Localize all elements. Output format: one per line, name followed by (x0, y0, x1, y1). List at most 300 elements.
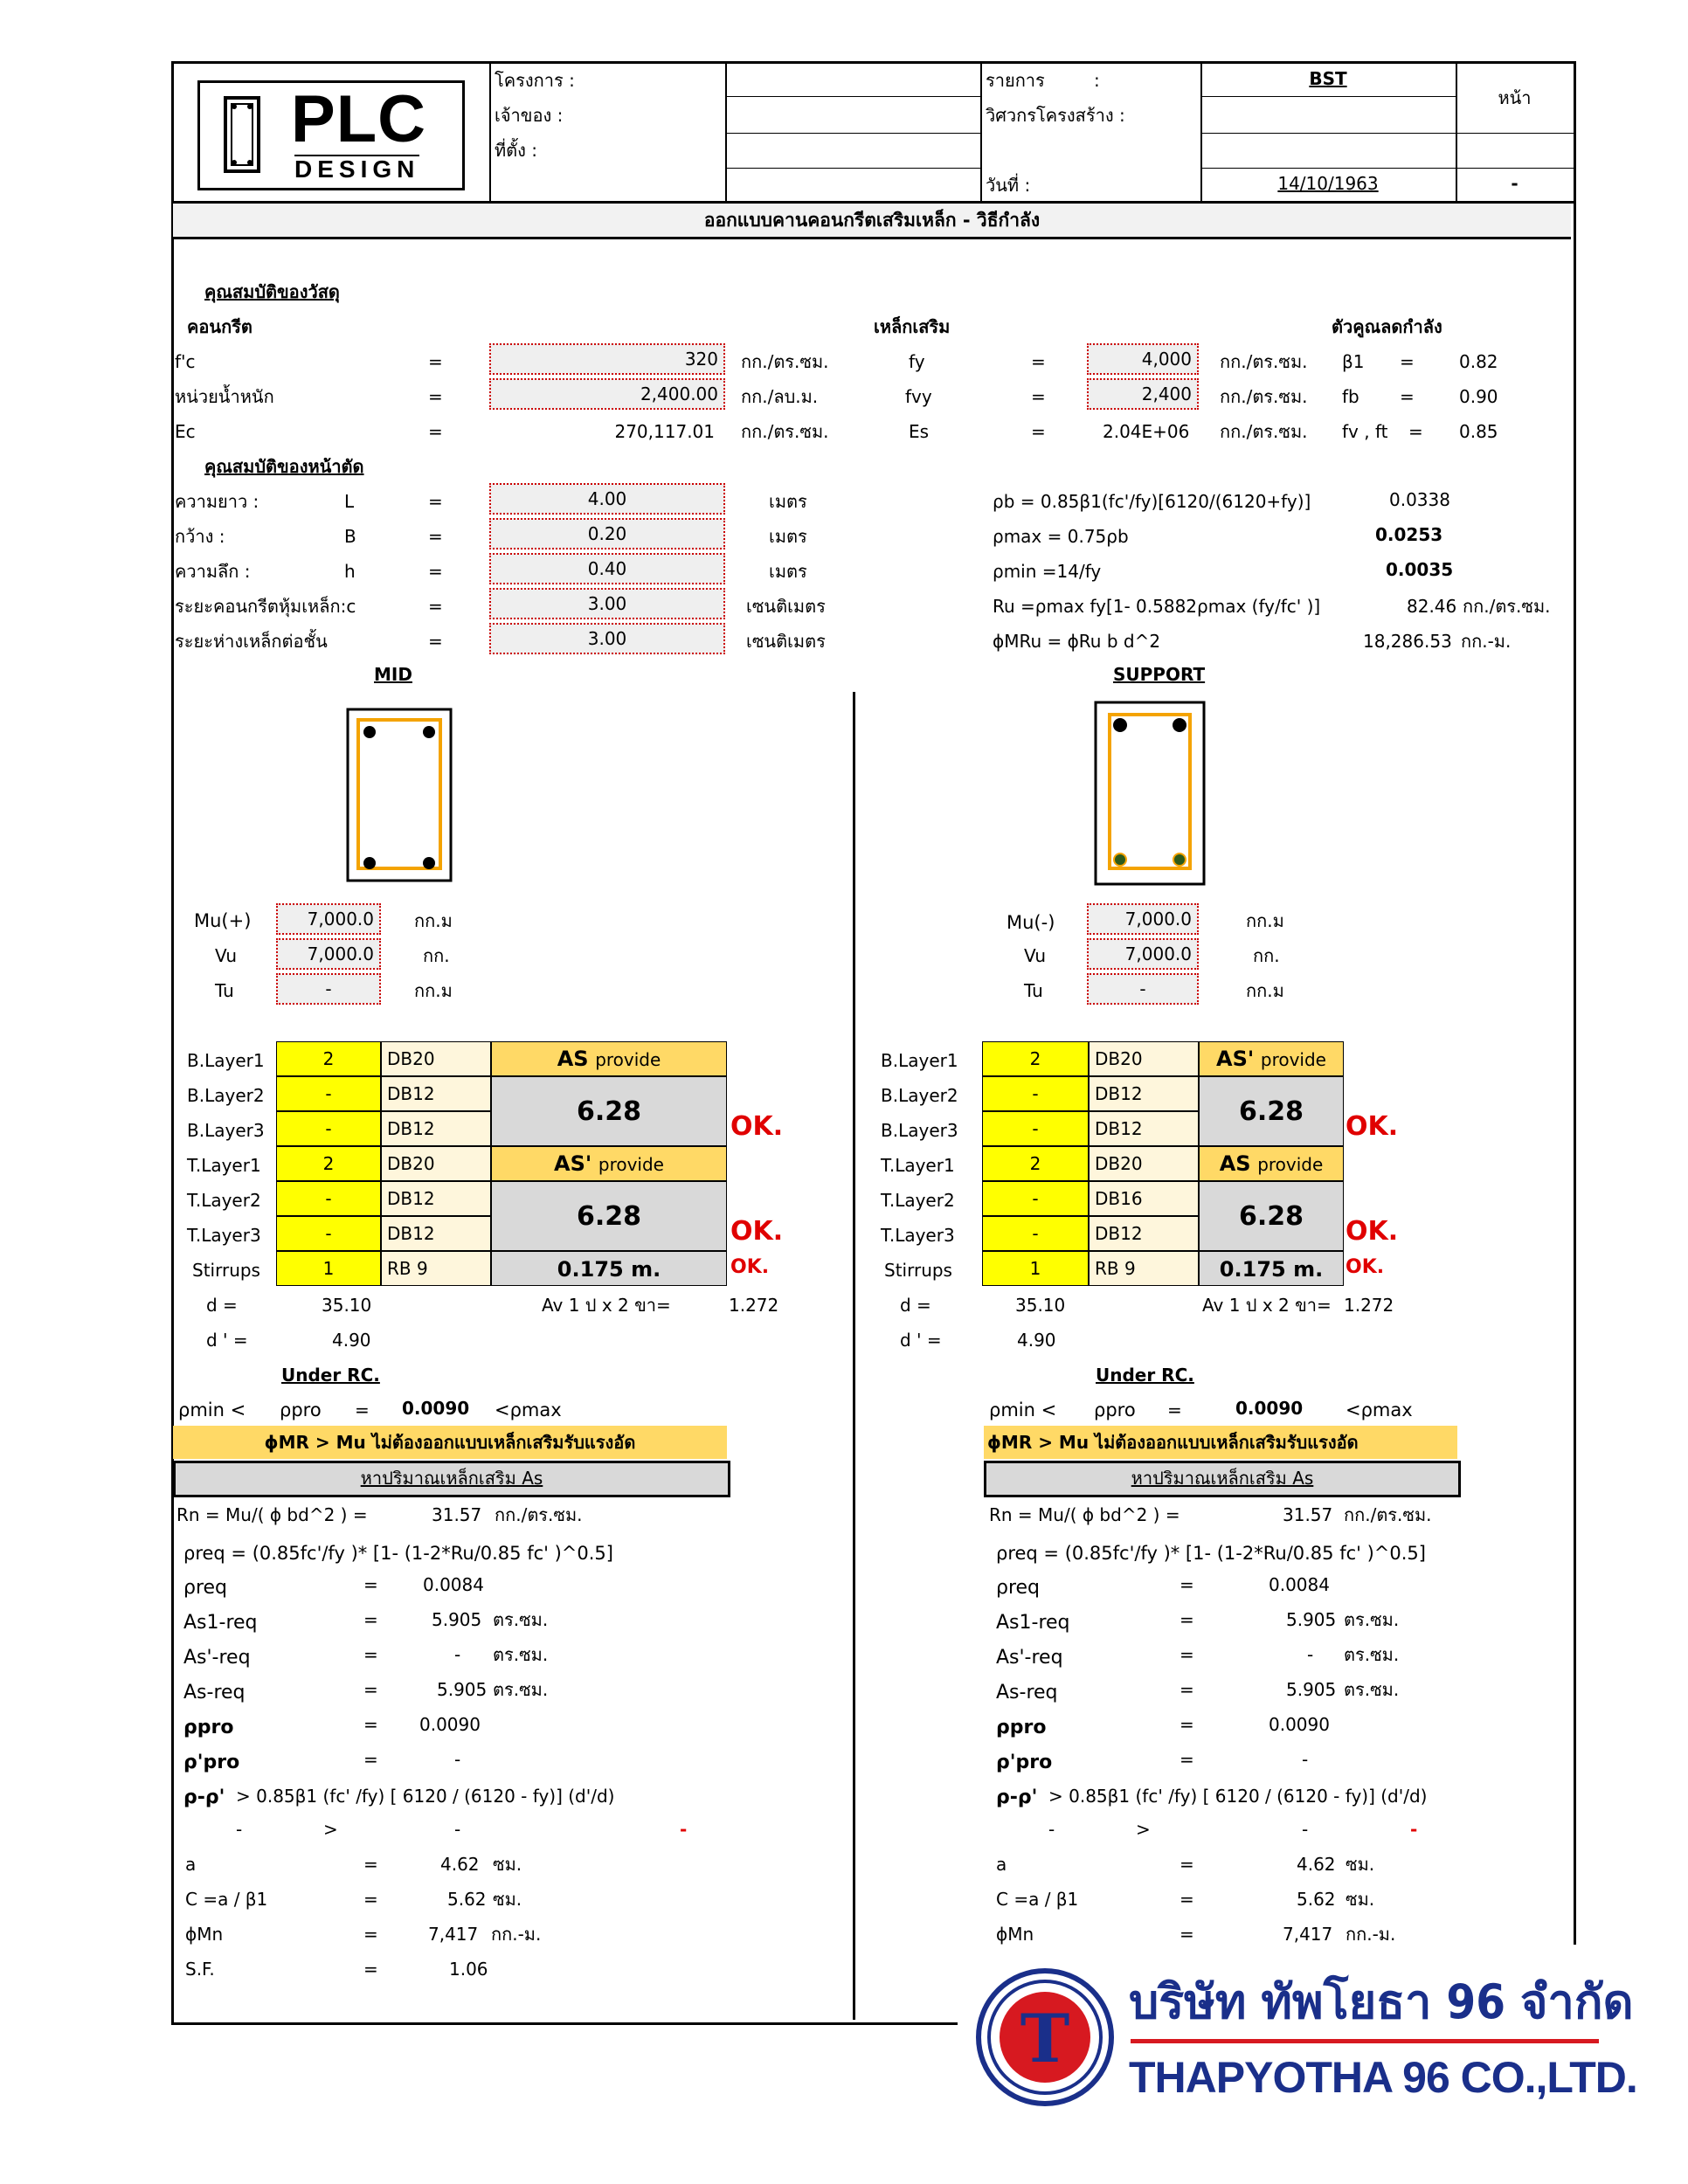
engineer-label: วิศวกรโครงสร้าง : (986, 105, 1125, 126)
calc-value: 5.905 (1286, 1609, 1337, 1630)
d-label: d = (206, 1295, 238, 1316)
length-input[interactable] (489, 483, 725, 515)
company-divider (1131, 2039, 1599, 2043)
rn-unit: กก./ตร.ซม. (1344, 1504, 1432, 1525)
concrete-heading: คอนกรีต (187, 316, 253, 337)
check-formula: > 0.85β1 (fc' /fy) [ 6120 / (6120 - fy)] (d'/d) (236, 1786, 615, 1807)
bar-size: DB12 (387, 1223, 435, 1244)
equals-sign: = (1180, 1924, 1194, 1945)
as-label: AS (1219, 1151, 1251, 1176)
rho-min-compare: ρmin < (989, 1400, 1057, 1420)
rho-min-compare: ρmin < (178, 1400, 246, 1420)
equals-sign: = (1180, 1574, 1194, 1595)
final-unit: กก.-ม. (491, 1924, 542, 1945)
ok-status: OK. (1346, 1216, 1399, 1247)
layer-count-input[interactable] (982, 1076, 1089, 1111)
rn-value: 31.57 (1283, 1504, 1333, 1525)
item-label: รายการ (986, 70, 1045, 91)
final-label: ϕMn (185, 1924, 224, 1945)
equals-sign: = (363, 1889, 378, 1910)
check-value: - (236, 1819, 243, 1840)
bar-size: DB12 (1095, 1083, 1143, 1104)
stirrup-label: Stirrups (884, 1260, 952, 1281)
ok-status: OK. (1346, 1256, 1385, 1278)
equals-sign: = (363, 1679, 378, 1700)
calc-label: ρpro (996, 1717, 1047, 1738)
find-as-text: หาปริมาณเหล็กเสริม As (1131, 1468, 1314, 1489)
layer-count-input[interactable] (982, 1041, 1089, 1076)
ec-value: 270,117.01 (614, 421, 715, 442)
bar-size-select[interactable] (1089, 1076, 1199, 1111)
calc-label: As'-req (996, 1647, 1063, 1669)
layer-count-input[interactable] (276, 1111, 381, 1146)
rn-unit: กก./ตร.ซม. (495, 1504, 583, 1525)
av-label: Av 1 ป x 2 ขา= (1202, 1295, 1332, 1316)
layer-count: - (1032, 1118, 1039, 1139)
vu-label: Vu (1024, 945, 1046, 966)
final-unit: ซม. (1346, 1854, 1375, 1875)
layer-count-input[interactable] (982, 1181, 1089, 1216)
layer-count: - (1032, 1083, 1039, 1104)
vu-input[interactable] (1087, 938, 1199, 970)
layer-count: - (325, 1188, 332, 1209)
rho-pro-value: 0.0090 (1235, 1398, 1304, 1419)
fvy-label: fvy (905, 386, 932, 407)
mu-unit: กก.ม (1246, 910, 1284, 931)
calc-value: - (454, 1644, 461, 1665)
calc-value: 5.905 (1286, 1679, 1337, 1700)
phimr-banner (173, 1426, 727, 1459)
layer-count-input[interactable] (982, 1146, 1089, 1181)
tu-unit: กก.ม (414, 980, 453, 1001)
d-prime-value: 4.90 (1017, 1330, 1056, 1351)
layer-count-input[interactable] (276, 1076, 381, 1111)
layer-label: B.Layer1 (187, 1050, 265, 1071)
as-prime-provide-value (491, 1181, 727, 1251)
bar-size: DB12 (1095, 1118, 1143, 1139)
final-value: 5.62 (1297, 1889, 1336, 1910)
rho-req-formula: ρreq = (0.85fc'/fy )* [1- (1-2*Ru/0.85 fc' )^0.5] (183, 1543, 613, 1564)
final-label: a (185, 1854, 197, 1875)
equals-sign: = (1180, 1609, 1194, 1630)
layer-count: - (325, 1223, 332, 1244)
ok-status: OK. (730, 1111, 784, 1142)
layer-spacing-label: ระยะห่างเหล็กต่อชั้น (175, 631, 328, 652)
stirrup-size: RB 9 (1095, 1258, 1136, 1279)
phi-mru-value: 18,286.53 (1363, 631, 1452, 652)
stirrup-size: RB 9 (387, 1258, 428, 1279)
tu-label: Tu (215, 980, 234, 1001)
length-label: ความยาว : (175, 491, 259, 512)
materials-heading: คุณสมบัติของวัสดุ (204, 281, 340, 302)
unit-weight-input[interactable] (489, 378, 725, 410)
final-unit: ซม. (1346, 1889, 1375, 1910)
as-prime-provide-value (1199, 1076, 1344, 1146)
as-prime-provide-header (491, 1146, 727, 1181)
under-rc-label: Under RC. (281, 1365, 380, 1386)
rho-pro-value: 0.0090 (402, 1398, 470, 1419)
vu-input[interactable] (276, 938, 381, 970)
final-unit: ซม. (493, 1889, 522, 1910)
equals-sign: = (1167, 1400, 1182, 1420)
width-input[interactable] (489, 518, 725, 549)
equals-sign: = (1180, 1889, 1194, 1910)
tu-value: - (325, 978, 332, 999)
calc-unit: ตร.ซม. (1344, 1644, 1400, 1665)
calc-value: 5.905 (437, 1679, 488, 1700)
mu-value: 7,000.0 (307, 909, 374, 930)
bar-size-select[interactable] (381, 1181, 491, 1216)
d-value: 35.10 (1015, 1295, 1066, 1316)
calc-label: ρ'pro (183, 1752, 240, 1773)
fc-input[interactable] (489, 343, 725, 375)
bar-size-select[interactable] (1089, 1111, 1199, 1146)
mu-input[interactable] (276, 903, 381, 935)
layer-count-input[interactable] (276, 1181, 381, 1216)
layer-count-input[interactable] (982, 1216, 1089, 1251)
es-value: 2.04E+06 (1103, 421, 1190, 442)
layer-count-input[interactable] (982, 1111, 1089, 1146)
width-symbol: B (344, 526, 356, 547)
company-name-english: THAPYOTHA 96 CO.,LTD. (1129, 2053, 1637, 2102)
stirrup-spacing-value: 0.175 m. (1219, 1257, 1324, 1282)
equals-sign: = (363, 1609, 378, 1630)
calc-label: As'-req (183, 1647, 251, 1669)
beta1-label: β1 (1342, 351, 1365, 372)
final-label: a (996, 1854, 1007, 1875)
check-result: - (680, 1819, 688, 1840)
beam-section-icon (223, 95, 261, 174)
provide-label: provide (595, 1049, 661, 1070)
calc-value: - (1302, 1749, 1309, 1770)
equals-sign: = (1400, 386, 1415, 407)
company-logo-icon (975, 1967, 1115, 2107)
equals-sign: = (428, 421, 443, 442)
bar-size-select[interactable] (381, 1216, 491, 1251)
equals-sign: = (363, 1959, 378, 1980)
bar-size: DB12 (387, 1083, 435, 1104)
bar-size: DB12 (387, 1118, 435, 1139)
stirrup-size-select[interactable] (1089, 1251, 1199, 1286)
tu-label: Tu (1024, 980, 1043, 1001)
tu-input[interactable] (276, 973, 381, 1005)
rho-pro-label: ρpro (280, 1400, 322, 1420)
bar-size: DB12 (387, 1188, 435, 1209)
ok-status: OK. (1346, 1111, 1399, 1142)
stirrup-count: 1 (1029, 1258, 1041, 1279)
layer-label: T.Layer3 (187, 1225, 261, 1246)
stirrup-label: Stirrups (192, 1260, 260, 1281)
layer-count: - (1032, 1223, 1039, 1244)
layer-label: B.Layer2 (187, 1085, 265, 1106)
layer-count: - (1032, 1188, 1039, 1209)
final-label: S.F. (185, 1959, 215, 1980)
vu-unit: กก. (423, 945, 450, 966)
rn-value: 31.57 (432, 1504, 482, 1525)
logo-subtext: DESIGN (294, 156, 420, 183)
fv-ft-value: 0.85 (1459, 421, 1498, 442)
calc-label: ρpro (183, 1717, 234, 1738)
equals-sign: = (1031, 421, 1046, 442)
es-label: Es (909, 421, 930, 442)
ec-unit: กก./ตร.ซม. (741, 421, 829, 442)
rho-b-value: 0.0338 (1389, 489, 1450, 510)
date-value: 14/10/1963 (1277, 173, 1379, 194)
equals-sign: = (428, 561, 443, 582)
bar-size-select[interactable] (1089, 1216, 1199, 1251)
final-unit: ซม. (493, 1854, 522, 1875)
layer-count: 2 (1029, 1153, 1041, 1174)
mid-heading: MID (374, 664, 412, 685)
ru-formula: Ru =ρmax fy[1- 0.5882ρmax (fy/fc' )] (993, 596, 1321, 617)
rho-min-formula: ρmin =14/fy (993, 561, 1102, 582)
item-value: BST (1309, 68, 1347, 89)
calc-unit: ตร.ซม. (1344, 1679, 1400, 1700)
calc-value: 0.0090 (1269, 1714, 1330, 1735)
layer-label: B.Layer3 (881, 1120, 958, 1141)
length-value: 4.00 (587, 488, 627, 509)
as-prime-label: AS' (1216, 1047, 1255, 1071)
fy-input[interactable] (1087, 343, 1199, 375)
width-value: 0.20 (587, 523, 627, 544)
stirrup-spacing-value: 0.175 m. (557, 1257, 661, 1282)
as-prime-value: 6.28 (576, 1201, 642, 1232)
check-operator: > (323, 1819, 338, 1840)
ok-status: OK. (730, 1216, 784, 1247)
bar-size-select[interactable] (381, 1076, 491, 1111)
equals-sign: = (428, 386, 443, 407)
factors-heading: ตัวคูณลดกำลัง (1332, 316, 1442, 337)
unit-weight-label: หน่วยน้ำหนัก (175, 386, 274, 407)
under-rc-label: Under RC. (1096, 1365, 1194, 1386)
calc-value: 0.0084 (423, 1574, 484, 1595)
rn-label: Rn = Mu/( ϕ bd^2 ) = (176, 1504, 368, 1525)
stirrup-size-select[interactable] (381, 1251, 491, 1286)
equals-sign: = (1031, 351, 1046, 372)
mu-unit: กก.ม (414, 910, 453, 931)
calc-value: 0.0090 (419, 1714, 481, 1735)
layer-label: B.Layer1 (881, 1050, 958, 1071)
logo-text: PLC (291, 82, 426, 156)
length-unit: เมตร (769, 491, 807, 512)
fvy-input[interactable] (1087, 378, 1199, 410)
check-result: - (1410, 1819, 1418, 1840)
fvy-unit: กก./ตร.ซม. (1220, 386, 1308, 407)
date-label: วันที่ : (986, 175, 1031, 196)
as-provide-header (1199, 1146, 1344, 1181)
check-value: - (454, 1819, 461, 1840)
fv-ft-label: fv , ft (1342, 421, 1388, 442)
owner-label: เจ้าของ : (495, 105, 564, 126)
support-heading: SUPPORT (1113, 664, 1206, 685)
layer-spacing-unit: เซนติเมตร (746, 631, 826, 652)
find-as-text: หาปริมาณเหล็กเสริม As (360, 1468, 543, 1489)
rho-max-value: 0.0253 (1375, 524, 1443, 545)
as-label: AS (557, 1047, 589, 1071)
mid-section-diagram (346, 708, 453, 882)
title-bar (173, 204, 1571, 239)
depth-label: ความลึก : (175, 561, 251, 582)
support-section-diagram (1094, 701, 1206, 886)
depth-value: 0.40 (587, 558, 627, 579)
layer-label: B.Layer3 (187, 1120, 265, 1141)
bar-size: DB20 (387, 1048, 435, 1069)
mu-input[interactable] (1087, 903, 1199, 935)
calc-label: ρreq (183, 1577, 228, 1599)
equals-sign: = (428, 351, 443, 372)
vu-value: 7,000.0 (1124, 943, 1192, 964)
depth-symbol: h (344, 561, 356, 582)
calc-unit: ตร.ซม. (493, 1609, 549, 1630)
plc-logo (197, 80, 465, 190)
layer-spacing-value: 3.00 (587, 628, 627, 649)
stirrup-count-input[interactable] (982, 1251, 1089, 1286)
equals-sign: = (1180, 1679, 1194, 1700)
bar-size-select[interactable] (381, 1041, 491, 1076)
final-value: 1.06 (449, 1959, 488, 1980)
bar-size-select[interactable] (1089, 1146, 1199, 1181)
layer-count: 2 (322, 1153, 335, 1174)
as-prime-value: 6.28 (1238, 1096, 1304, 1127)
layer-label: T.Layer1 (881, 1155, 955, 1176)
length-symbol: L (344, 491, 355, 512)
rho-max-compare: <ρmax (1346, 1400, 1413, 1420)
calc-label: ρ'pro (996, 1752, 1053, 1773)
rho-pro-label: ρpro (1094, 1400, 1136, 1420)
mu-label: Mu(-) (1007, 912, 1055, 933)
fc-label: f'c (175, 351, 196, 372)
bar-size-select[interactable] (381, 1111, 491, 1146)
rho-b-formula: ρb = 0.85β1(fc'/fy)[6120/(6120+fy)] (993, 491, 1311, 512)
unit-weight-value: 2,400.00 (640, 384, 718, 404)
check-formula: > 0.85β1 (fc' /fy) [ 6120 / (6120 - fy)] (d'/d) (1048, 1786, 1428, 1807)
find-as-banner (984, 1461, 1461, 1497)
check-label: ρ-ρ' (183, 1787, 225, 1808)
equals-sign: = (428, 526, 443, 547)
rho-max-compare: <ρmax (495, 1400, 562, 1420)
as-provide-value (491, 1076, 727, 1146)
bar-size-select[interactable] (1089, 1041, 1199, 1076)
cover-value: 3.00 (587, 593, 627, 614)
company-stamp (958, 1945, 1639, 2137)
mu-label: Mu(+) (194, 910, 252, 931)
equals-sign: = (363, 1854, 378, 1875)
equals-sign: = (363, 1749, 378, 1770)
rho-min-value: 0.0035 (1386, 559, 1454, 580)
stirrup-count-input[interactable] (276, 1251, 381, 1286)
layer-label: T.Layer3 (881, 1225, 955, 1246)
fc-unit: กก./ตร.ซม. (741, 351, 829, 372)
calc-label: ρreq (996, 1577, 1041, 1599)
tu-input[interactable] (1087, 973, 1199, 1005)
fy-label: fy (909, 351, 925, 372)
company-logo-letter: T (1020, 2000, 1070, 2077)
as-value: 6.28 (1238, 1201, 1304, 1232)
check-value: - (1048, 1819, 1055, 1840)
final-label: ϕMn (996, 1924, 1034, 1945)
steel-heading: เหล็กเสริม (874, 316, 951, 337)
mu-value: 7,000.0 (1124, 909, 1192, 930)
calc-value: - (454, 1749, 461, 1770)
as-prime-provide-header (1199, 1041, 1344, 1076)
equals-sign: = (1408, 421, 1423, 442)
layer-count-input[interactable] (276, 1146, 381, 1181)
d-value: 35.10 (322, 1295, 372, 1316)
equals-sign: = (363, 1644, 378, 1665)
final-value: 4.62 (1297, 1854, 1336, 1875)
depth-input[interactable] (489, 553, 725, 584)
ok-status: OK. (730, 1256, 770, 1278)
bar-size: DB20 (1095, 1048, 1143, 1069)
layer-label: T.Layer2 (187, 1190, 261, 1211)
provide-label: provide (1260, 1049, 1326, 1070)
vu-value: 7,000.0 (307, 943, 374, 964)
d-prime-value: 4.90 (332, 1330, 371, 1351)
phi-mru-unit: กก.-ม. (1461, 631, 1512, 652)
calc-label: As-req (996, 1682, 1058, 1704)
rn-label: Rn = Mu/( ϕ bd^2 ) = (989, 1504, 1180, 1525)
calc-unit: ตร.ซม. (493, 1644, 549, 1665)
equals-sign: = (428, 596, 443, 617)
location-label: ที่ตั้ง : (495, 140, 538, 161)
equals-sign: = (1031, 386, 1046, 407)
bar-size: DB20 (387, 1153, 435, 1174)
layer-count-input[interactable] (276, 1041, 381, 1076)
final-value: 7,417 (1283, 1924, 1333, 1945)
vu-unit: กก. (1253, 945, 1280, 966)
calc-value: 0.0084 (1269, 1574, 1330, 1595)
bar-size: DB12 (1095, 1223, 1143, 1244)
phimr-banner (984, 1426, 1457, 1459)
check-operator: > (1136, 1819, 1151, 1840)
check-label: ρ-ρ' (996, 1787, 1038, 1808)
layer-count: - (325, 1083, 332, 1104)
final-label: C =a / β1 (185, 1889, 268, 1910)
width-unit: เมตร (769, 526, 807, 547)
equals-sign: = (1180, 1749, 1194, 1770)
as-provide-header (491, 1041, 727, 1076)
equals-sign: = (355, 1400, 370, 1420)
fc-value: 320 (684, 349, 718, 370)
layer-spacing-input[interactable] (489, 623, 725, 654)
final-unit: กก.-ม. (1346, 1924, 1396, 1945)
rho-req-formula: ρreq = (0.85fc'/fy )* [1- (1-2*Ru/0.85 fc' )^0.5] (996, 1543, 1426, 1564)
page-label: หน้า (1498, 87, 1532, 108)
cover-label: ระยะคอนกรีตหุ้มเหล็ก:c (175, 596, 356, 617)
cover-unit: เซนติเมตร (746, 596, 826, 617)
as-provide-value (1199, 1181, 1344, 1251)
layer-label: T.Layer1 (187, 1155, 261, 1176)
layer-count-input[interactable] (276, 1216, 381, 1251)
bar-size: DB16 (1095, 1188, 1143, 1209)
fb-label: fb (1342, 386, 1359, 407)
calc-unit: ตร.ซม. (1344, 1609, 1400, 1630)
d-label: d = (900, 1295, 931, 1316)
calc-value: 5.905 (432, 1609, 482, 1630)
d-prime-label: d ' = (900, 1330, 942, 1351)
cover-input[interactable] (489, 588, 725, 619)
bar-size-select[interactable] (1089, 1181, 1199, 1216)
layer-label: T.Layer2 (881, 1190, 955, 1211)
vu-label: Vu (215, 945, 237, 966)
bar-size: DB20 (1095, 1153, 1143, 1174)
ru-value: 82.46 (1407, 596, 1457, 617)
layer-count: 2 (322, 1048, 335, 1069)
equals-sign: = (363, 1924, 378, 1945)
bar-size-select[interactable] (381, 1146, 491, 1181)
equals-sign: = (1400, 351, 1415, 372)
es-unit: กก./ตร.ซม. (1220, 421, 1308, 442)
